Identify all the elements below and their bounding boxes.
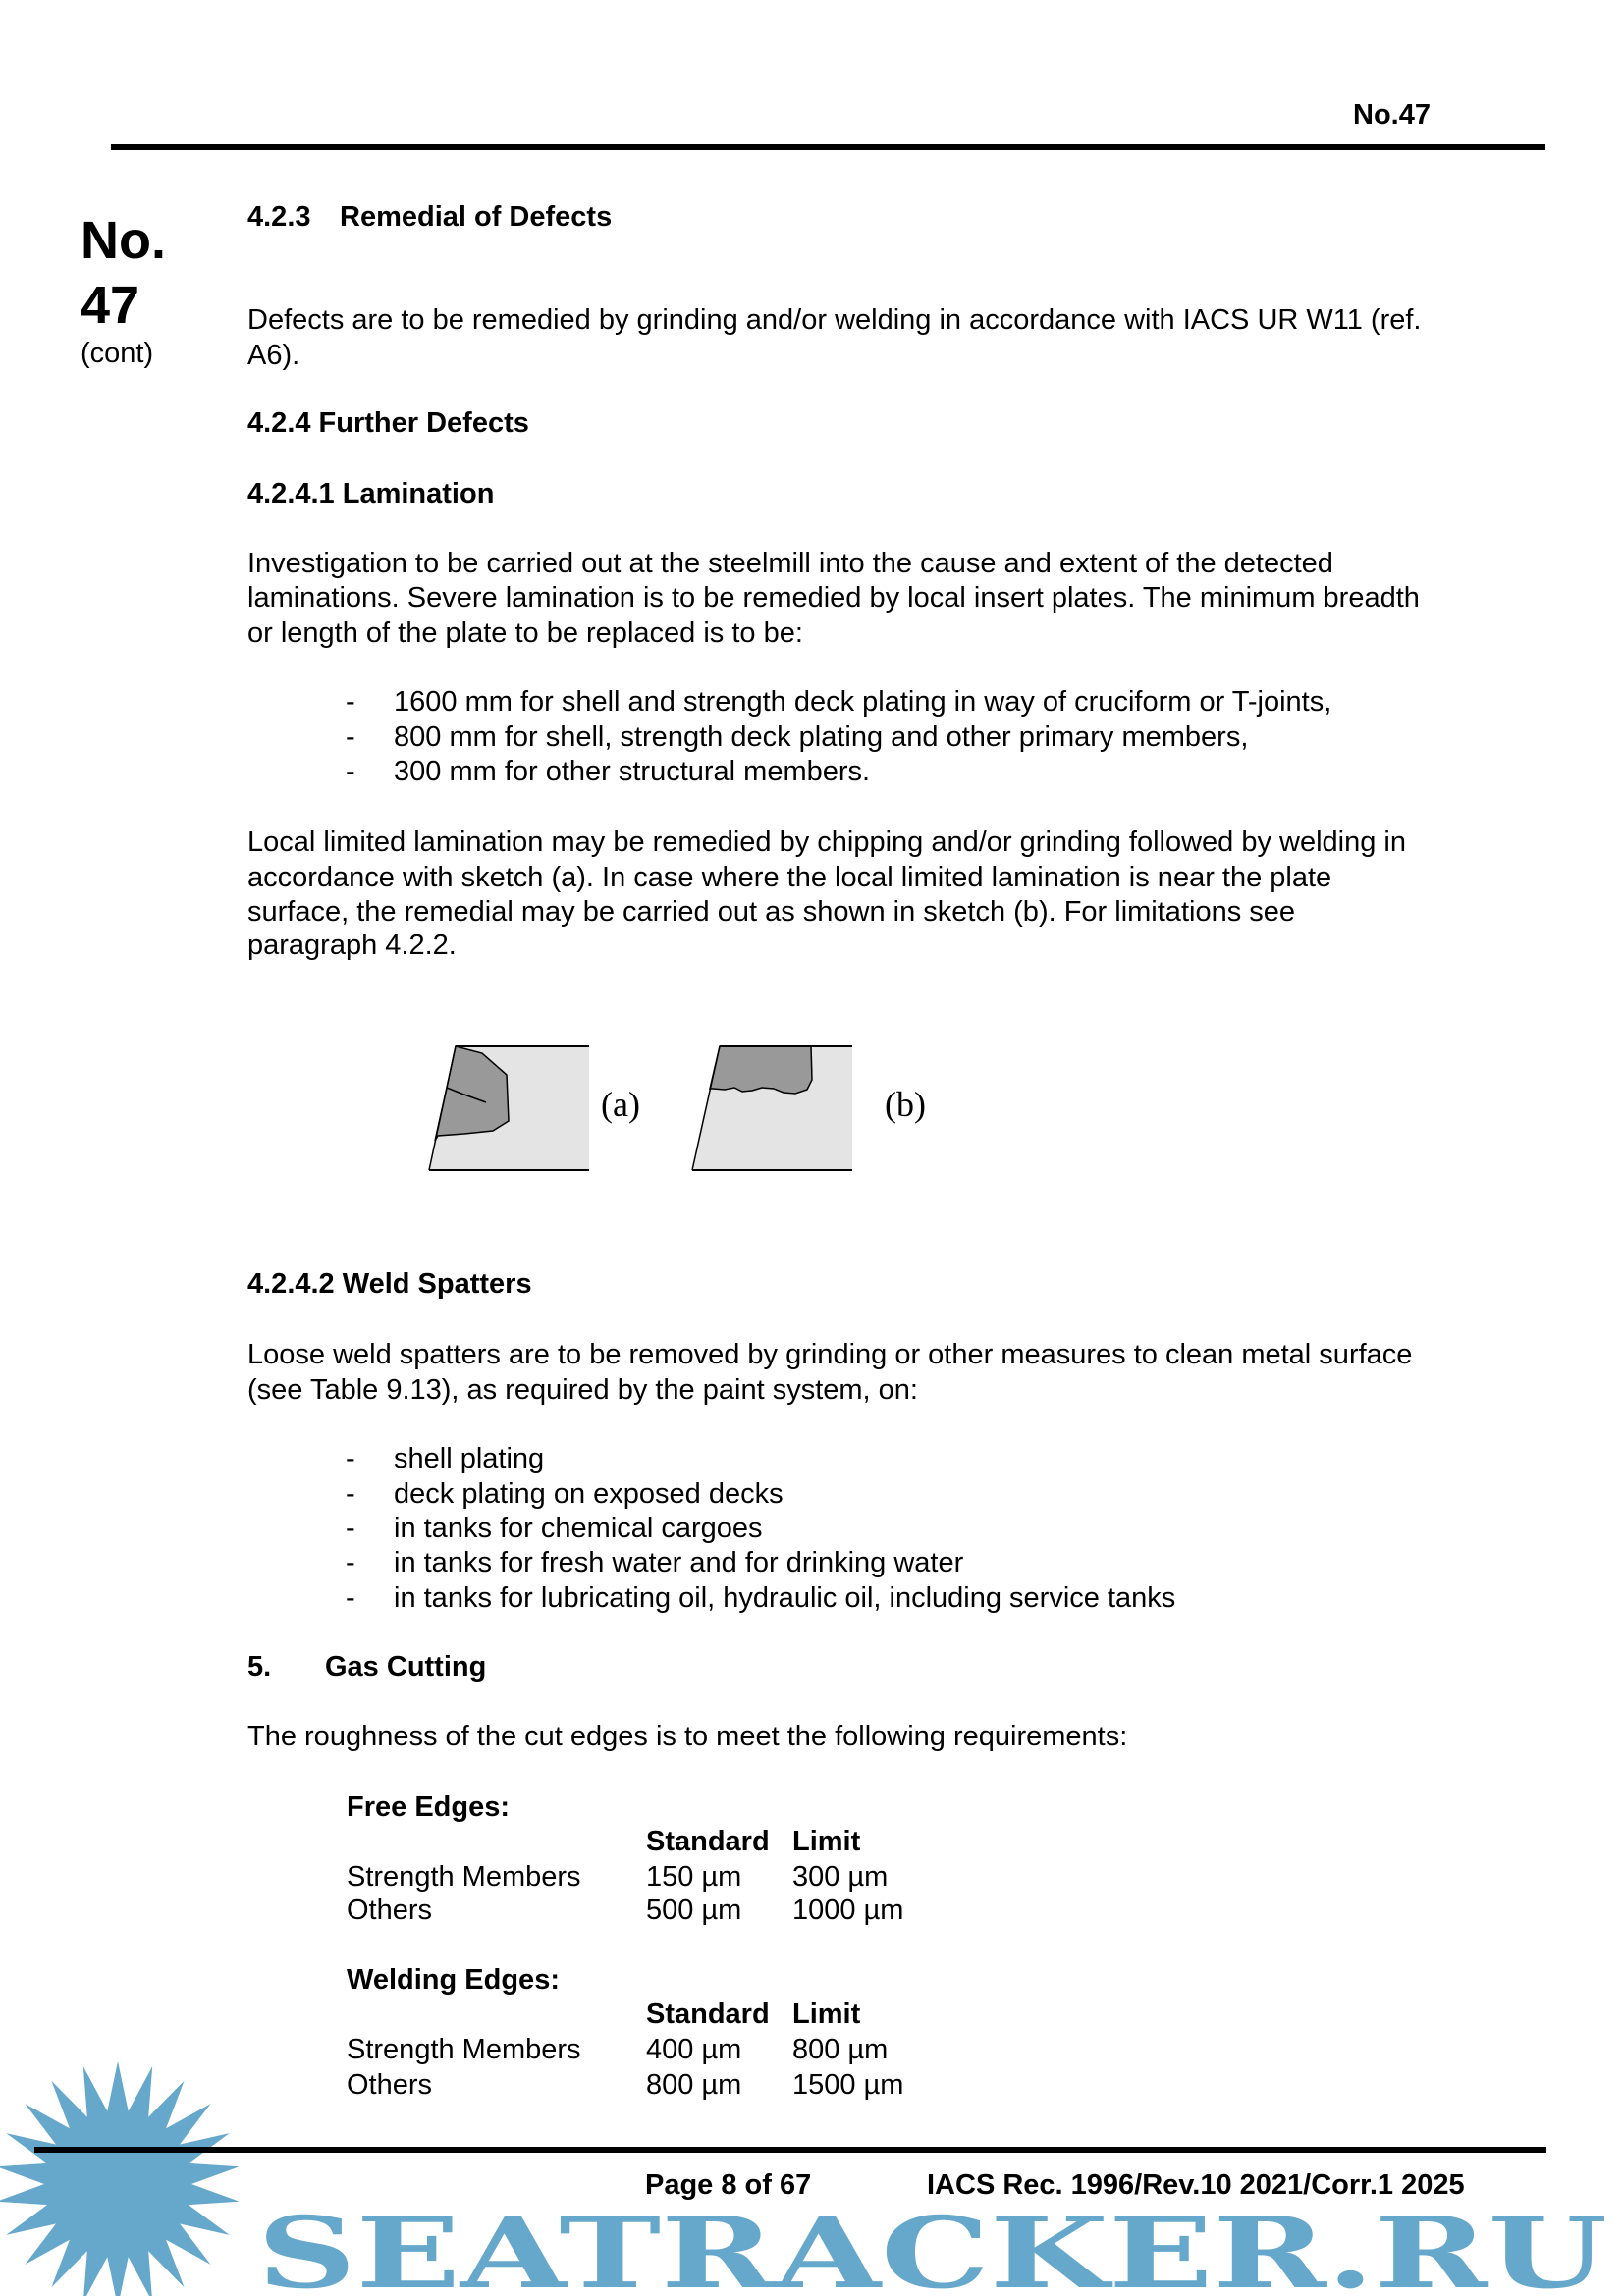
list-item: shell plating [394, 1443, 545, 1474]
footer-page-number: Page 8 of 67 [645, 2169, 812, 2201]
paragraph-line: (see Table 9.13), as required by the paint system, on: [247, 1374, 918, 1406]
heading-4241: 4.2.4.1 Lamination [247, 478, 495, 509]
bullet-dash: - [346, 1582, 355, 1614]
heading-4242: 4.2.4.2 Weld Spatters [247, 1268, 532, 1300]
table-header-standard: Standard [646, 1999, 770, 2030]
bullet-dash: - [346, 1513, 355, 1544]
heading-5: Gas Cutting [325, 1651, 487, 1682]
table-cell-standard: 150 µm [646, 1861, 742, 1893]
table-row-label: Strength Members [347, 1861, 581, 1893]
list-item: deck plating on exposed decks [394, 1478, 784, 1510]
table-cell-limit: 300 µm [792, 1861, 889, 1893]
watermark-text: SEATRACKER.RU [257, 2195, 1607, 2296]
bullet-dash: - [346, 1547, 355, 1578]
list-item: in tanks for fresh water and for drinking water [394, 1547, 964, 1578]
paragraph-line: paragraph 4.2.2. [247, 930, 457, 961]
sketch-a-label: (a) [601, 1085, 640, 1124]
list-item: 1600 mm for shell and strength deck plating in way of cruciform or T-joints, [394, 686, 1332, 718]
heading-5-number: 5. [247, 1651, 272, 1682]
paragraph-line: A6). [247, 340, 300, 371]
table-cell-standard: 500 µm [646, 1895, 742, 1926]
footer-reference: IACS Rec. 1996/Rev.10 2021/Corr.1 2025 [927, 2169, 1465, 2201]
header-rule [111, 144, 1545, 150]
bullet-dash: - [346, 1443, 355, 1474]
table-cell-standard: 400 µm [646, 2034, 742, 2065]
paragraph-line: Defects are to be remedied by grinding and/or welding in accordance with IACS UR W11 (ref. [247, 304, 1422, 336]
heading-423: Remedial of Defects [340, 201, 613, 233]
table-row-label: Others [347, 2069, 433, 2101]
paragraph-line: Loose weld spatters are to be removed by grinding or other measures to clean metal surface [247, 1339, 1413, 1370]
side-cont: (cont) [81, 338, 154, 369]
paragraph-line: The roughness of the cut edges is to meet the following requirements: [247, 1721, 1128, 1752]
bullet-dash: - [346, 721, 355, 753]
side-number: 47 [81, 276, 140, 335]
sketch-a [429, 1046, 589, 1170]
bullet-dash: - [346, 756, 355, 787]
list-item: in tanks for lubricating oil, hydraulic oil, including service tanks [394, 1582, 1176, 1614]
side-no: No. [81, 211, 166, 270]
sun-icon [0, 2061, 240, 2296]
paragraph-line: Investigation to be carried out at the steelmill into the cause and extent of the detected [247, 548, 1333, 579]
list-item: 300 mm for other structural members. [394, 756, 871, 787]
lamination-sketches [412, 1031, 1335, 1198]
table-cell-standard: 800 µm [646, 2069, 742, 2101]
paragraph-line: accordance with sketch (a). In case where the local limited lamination is near the plate [247, 862, 1332, 893]
table-header-standard: Standard [646, 1826, 770, 1857]
table-cell-limit: 1500 µm [792, 2069, 904, 2101]
table-cell-limit: 1000 µm [792, 1895, 904, 1926]
heading-424: 4.2.4 Further Defects [247, 407, 529, 439]
list-item: in tanks for chemical cargoes [394, 1513, 763, 1544]
table-header-limit: Limit [792, 1826, 861, 1857]
paragraph-line: laminations. Severe lamination is to be remedied by local insert plates. The minimum breadth [247, 582, 1420, 614]
header-doc-number: No.47 [1353, 99, 1431, 131]
bullet-dash: - [346, 1478, 355, 1510]
paragraph-line: Local limited lamination may be remedied by chipping and/or grinding followed by welding in [247, 827, 1407, 858]
footer-rule [34, 2147, 1546, 2153]
list-item: 800 mm for shell, strength deck plating and other primary members, [394, 721, 1249, 753]
sketch-b [692, 1046, 852, 1170]
table-row-label: Strength Members [347, 2034, 581, 2065]
paragraph-line: or length of the plate to be replaced is to be: [247, 617, 803, 649]
sketch-b-label: (b) [885, 1085, 926, 1124]
paragraph-line: surface, the remedial may be carried out as shown in sketch (b). For limitations see [247, 896, 1296, 928]
bullet-dash: - [346, 686, 355, 718]
table-header-limit: Limit [792, 1999, 861, 2030]
welding-edges-title: Welding Edges: [347, 1964, 560, 1996]
heading-423-number: 4.2.3 [247, 201, 311, 233]
table-cell-limit: 800 µm [792, 2034, 889, 2065]
table-row-label: Others [347, 1895, 433, 1926]
free-edges-title: Free Edges: [347, 1791, 510, 1823]
